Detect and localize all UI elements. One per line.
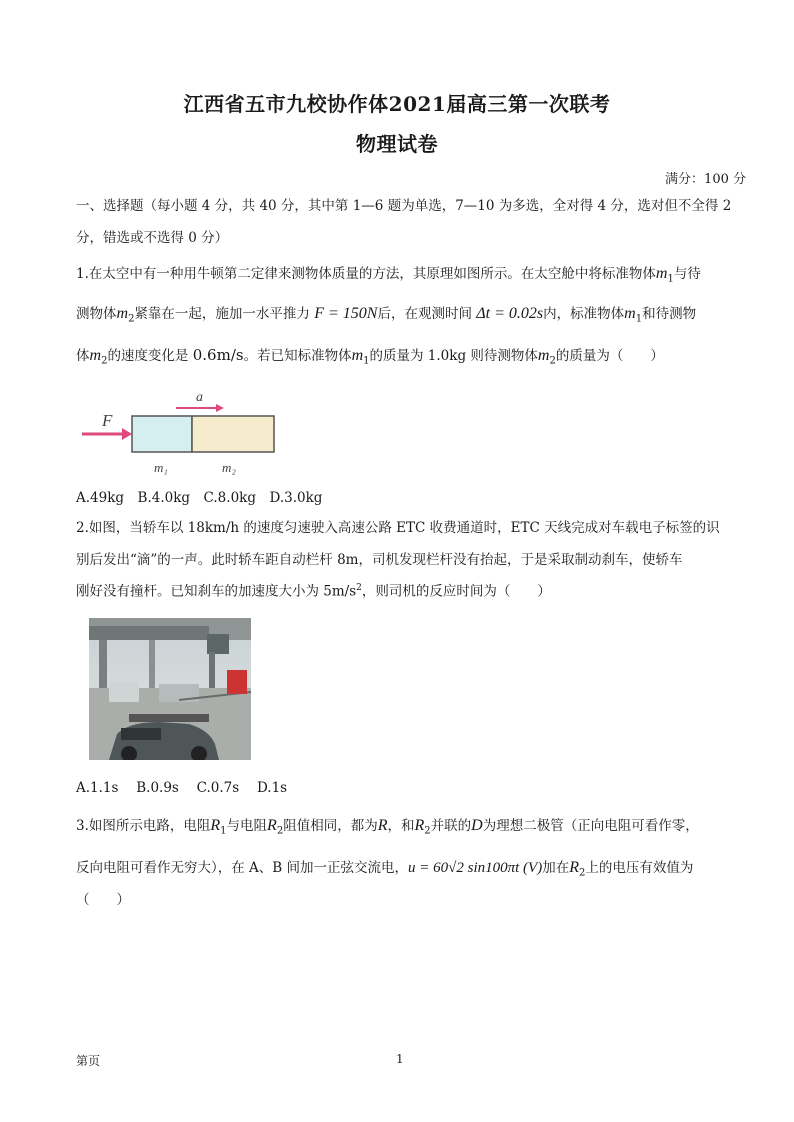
section-intro-line2: 分，错选或不选得 0 分）: [76, 230, 229, 246]
q1-dv: 0.6m/s: [192, 346, 244, 364]
m2-label: m₂: [222, 460, 236, 475]
footer-page-label: 第页: [76, 1054, 101, 1068]
q2-line2: 别后发出“滴”的一声。此时轿车距自动栏杆 8m，司机发现栏杆没有抬起，于是采取制动刹车，使轿车: [76, 552, 683, 568]
force-label: F: [102, 411, 113, 430]
q2-options: A.1.1s B.0.9s C.0.7s D.1s: [76, 780, 288, 796]
q3-line3: （ ）: [76, 892, 130, 908]
q3-formula: u = 60√2 sin100πt (V): [408, 860, 543, 876]
footer-page-number: 1: [396, 1052, 404, 1066]
m1-label: m₁: [154, 460, 168, 475]
q1-options: A.49kg B.4.0kg C.8.0kg D.3.0kg: [76, 490, 323, 506]
accel-arrowhead: [216, 404, 224, 412]
q3-line1: 3.如图所示电路，电阻$R_1$与电阻$R_2$阻值相同，都为R，和$R_2$并联的D为理想二极管（正向电阻可看作零，: [76, 817, 699, 837]
force-arrowhead: [122, 428, 132, 440]
q2-line3: 刚好没有撞杆。已知刹车的加速度大小为 $5m/s^2$，则司机的反应时间为（ ）: [76, 583, 551, 600]
q1-line3: 体$m_2$的速度变化是 0.6m/s。若已知标准物体$m_1$的质量为 1.0kg 则待测物体$m_2$的质量为（ ）: [76, 346, 664, 367]
q2-line1: 2.如图，当轿车以 18km/h 的速度匀速驶入高速公路 ETC 收费通道时，ETC 天线完成对车载电子标签的识: [76, 520, 720, 536]
q3-line2: 反向电阻可看作无穷大），在 A、B 间加一正弦交流电，u = 60√2 sin100πt (V)加在$R_2$上的电压有效值为: [76, 859, 694, 879]
block-m1: [132, 416, 192, 452]
exam-subject: 物理试卷: [356, 132, 438, 156]
q1-line1: 1.在太空中有一种用牛顿第二定律来测物体质量的方法，其原理如图所示。在太空舱中将标准物体$m_1$与待: [76, 265, 701, 285]
q1-line2: 测物体$m_2$紧靠在一起，施加一水平推力 F = 150N后，在观测时间 Δt = 0.02s内，标准物体$m_1$和待测物: [76, 305, 697, 325]
q1-force: F = 150N: [314, 305, 378, 322]
accel-label: a: [196, 390, 203, 405]
exam-title: 江西省五市九校协作体2021届高三第一次联考: [183, 92, 611, 116]
q1-blocks-figure: [76, 386, 286, 478]
section-intro-line1: 一、选择题（每小题 4 分，共 40 分，其中第 1—6 题为单选，7—10 为多选，全对得 4 分，选对但不全得 2: [76, 198, 732, 214]
block-m2: [192, 416, 274, 452]
full-score: 满分：100 分: [665, 172, 746, 187]
q1-time: Δt = 0.02s: [476, 305, 544, 322]
etc-toll-photo: [89, 618, 251, 760]
